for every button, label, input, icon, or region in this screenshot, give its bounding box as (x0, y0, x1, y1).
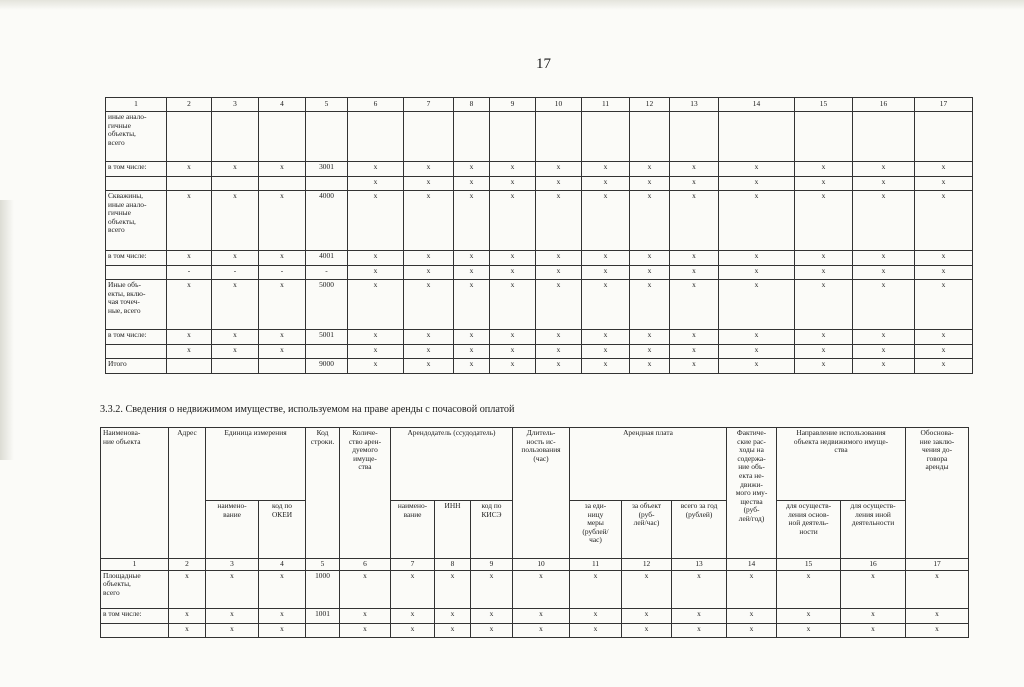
header-purpose: Направление использования объекта недвижимого имуще- ства (777, 428, 906, 501)
table-cell: x (582, 177, 630, 191)
table-cell: x (570, 623, 622, 637)
table-cell: - (306, 266, 348, 280)
table-cell: x (906, 623, 969, 637)
table-cell: x (340, 623, 391, 637)
table-cell: x (404, 251, 454, 266)
table-cell: x (795, 162, 853, 177)
header-actual-costs: Фактиче- ские рас- ходы на содержа- ние объ- екта не- движи- мого иму- щества (руб- лей/год) (727, 428, 777, 559)
table-cell: x (853, 251, 915, 266)
table-cell: x (513, 608, 570, 623)
table-cell (719, 112, 795, 162)
table-cell: x (853, 345, 915, 359)
header-lessor-name: наимено- вание (391, 501, 435, 559)
table-cell: x (206, 570, 259, 608)
table-cell (259, 112, 306, 162)
table-row (106, 112, 973, 162)
table-cell: x (454, 280, 490, 330)
scan-top-edge (0, 0, 1024, 10)
table-cell: x (536, 177, 582, 191)
table-cell (306, 345, 348, 359)
table-cell: x (795, 345, 853, 359)
table-cell: x (259, 162, 306, 177)
table-cell: x (582, 266, 630, 280)
table-cell: x (348, 177, 404, 191)
table-cell: x (169, 608, 206, 623)
table-cell: x (169, 623, 206, 637)
header-rent-object: за объект (руб- лей/час) (622, 501, 672, 559)
table-cell: x (915, 191, 973, 251)
page-number: 17 (536, 56, 551, 72)
header-purpose-main: для осуществ- ления основ- ной деятель- ности (777, 501, 841, 559)
table-cell: x (670, 177, 719, 191)
column-number: 9 (490, 98, 536, 112)
table-cell: 9000 (306, 359, 348, 374)
column-number: 9 (471, 559, 513, 571)
column-number: 2 (167, 98, 212, 112)
table-cell (454, 112, 490, 162)
header-unit: Единица измерения (206, 428, 306, 501)
column-number: 13 (672, 559, 727, 571)
table-cell: x (630, 162, 670, 177)
table-cell: x (404, 177, 454, 191)
table-cell: x (169, 570, 206, 608)
header-purpose-other: для осуществ- ления иной деятельности (841, 501, 906, 559)
row-label: иные анало- гичные объекты, всего (106, 112, 167, 162)
table-cell: x (348, 266, 404, 280)
header-address: Адрес (169, 428, 206, 559)
table-cell: x (212, 330, 259, 345)
table-cell: x (841, 570, 906, 608)
table-cell: - (259, 266, 306, 280)
table-row (106, 251, 973, 266)
table-cell: x (348, 191, 404, 251)
column-number: 1 (101, 559, 169, 571)
table-cell: x (513, 623, 570, 637)
scan-left-shadow (0, 200, 14, 460)
table-cell: x (471, 570, 513, 608)
table-row (106, 177, 973, 191)
table-cell: x (454, 177, 490, 191)
table-cell: x (672, 608, 727, 623)
table-cell: x (259, 330, 306, 345)
hourly-rent-table (100, 427, 969, 638)
table-cell: x (630, 251, 670, 266)
table-cell (259, 177, 306, 191)
table-cell: x (536, 191, 582, 251)
table-cell: x (404, 191, 454, 251)
table-cell: x (259, 608, 306, 623)
table-cell: x (670, 280, 719, 330)
table-cell: x (853, 359, 915, 374)
table-cell: 5001 (306, 330, 348, 345)
table-cell: x (582, 162, 630, 177)
header-quantity: Количе- ство арен- дуемого имуще- ства (340, 428, 391, 559)
table-cell: x (536, 251, 582, 266)
table-cell (167, 177, 212, 191)
table-cell: x (454, 359, 490, 374)
table-cell: x (471, 608, 513, 623)
table-cell: x (582, 345, 630, 359)
table-cell: x (853, 266, 915, 280)
table-cell: x (906, 570, 969, 608)
column-number: 4 (259, 559, 306, 571)
table-cell: x (719, 162, 795, 177)
table-cell: x (719, 266, 795, 280)
table-cell: x (795, 266, 853, 280)
table-cell: x (727, 623, 777, 637)
property-table-continued (105, 97, 973, 374)
column-number: 15 (777, 559, 841, 571)
table-row (106, 330, 973, 345)
table-cell: x (404, 266, 454, 280)
table-cell (670, 112, 719, 162)
column-number: 16 (853, 98, 915, 112)
table-cell: x (622, 608, 672, 623)
table-cell: x (915, 330, 973, 345)
header-duration: Длитель- ность ис- пользования (час) (513, 428, 570, 559)
table-cell: x (454, 162, 490, 177)
table-cell: 5000 (306, 280, 348, 330)
table-cell (915, 112, 973, 162)
column-number: 10 (513, 559, 570, 571)
table-cell: x (536, 330, 582, 345)
row-label: Иные объ- екты, вклю- чая точеч- ные, всего (106, 280, 167, 330)
table-cell: x (259, 345, 306, 359)
table-cell: x (167, 162, 212, 177)
section-title: 3.3.2. Сведения о недвижимом имуществе, используемом на праве аренды с почасовой оплатой (100, 404, 515, 415)
table-cell: x (212, 251, 259, 266)
table-row (106, 345, 973, 359)
table-cell: x (454, 251, 490, 266)
header-row-code: Код строки. (306, 428, 340, 559)
table-cell: x (795, 280, 853, 330)
table-cell: x (404, 359, 454, 374)
table-cell (212, 177, 259, 191)
table-cell: x (670, 251, 719, 266)
table-cell: x (206, 608, 259, 623)
table-cell (795, 112, 853, 162)
table-cell: x (454, 345, 490, 359)
table-cell: x (513, 570, 570, 608)
table-cell: x (536, 345, 582, 359)
table-row (106, 266, 973, 280)
table-cell: x (777, 608, 841, 623)
table-cell: x (212, 345, 259, 359)
table-cell: x (630, 177, 670, 191)
table-cell: x (454, 330, 490, 345)
table-cell: x (340, 608, 391, 623)
column-number: 5 (306, 559, 340, 571)
table-cell: x (536, 359, 582, 374)
row-label: Площадные объекты, всего (101, 570, 169, 608)
table-cell: x (719, 359, 795, 374)
table-cell: x (490, 191, 536, 251)
row-label: в том числе: (101, 608, 169, 623)
table-cell: x (404, 330, 454, 345)
column-number: 6 (340, 559, 391, 571)
column-number: 7 (391, 559, 435, 571)
table-cell: 4000 (306, 191, 348, 251)
table-cell: x (391, 608, 435, 623)
column-number: 11 (570, 559, 622, 571)
table-cell: x (167, 280, 212, 330)
column-number: 12 (622, 559, 672, 571)
table-cell: x (719, 251, 795, 266)
table-cell: x (719, 345, 795, 359)
table-cell: x (435, 570, 471, 608)
table-cell: x (490, 345, 536, 359)
table-cell: x (670, 359, 719, 374)
table-cell: x (259, 570, 306, 608)
column-number: 17 (906, 559, 969, 571)
table-cell: 3001 (306, 162, 348, 177)
table-cell: x (670, 330, 719, 345)
column-number-row (101, 559, 969, 571)
table-cell: x (340, 570, 391, 608)
row-label: в том числе: (106, 162, 167, 177)
table-cell: x (167, 345, 212, 359)
row-label (106, 177, 167, 191)
table-cell (306, 623, 340, 637)
table-cell: x (582, 359, 630, 374)
table-cell: x (906, 608, 969, 623)
table-cell: x (536, 162, 582, 177)
table-cell: x (719, 177, 795, 191)
table-cell: x (490, 266, 536, 280)
column-number: 5 (306, 98, 348, 112)
header-name: Наименова- ние объекта (101, 428, 169, 559)
table-cell: x (727, 608, 777, 623)
column-number: 6 (348, 98, 404, 112)
column-number: 8 (454, 98, 490, 112)
table-cell: x (167, 330, 212, 345)
table-cell: x (841, 623, 906, 637)
table-cell: x (915, 162, 973, 177)
table-cell: x (348, 345, 404, 359)
table-cell: x (915, 266, 973, 280)
table-cell: x (915, 359, 973, 374)
table-cell: - (212, 266, 259, 280)
table-cell: x (853, 330, 915, 345)
column-number: 15 (795, 98, 853, 112)
table-cell (167, 359, 212, 374)
table-cell: x (853, 162, 915, 177)
table-cell: x (391, 570, 435, 608)
table-cell: x (630, 330, 670, 345)
table-cell: x (536, 266, 582, 280)
table-cell (212, 359, 259, 374)
table-cell: x (719, 280, 795, 330)
table-cell: x (490, 177, 536, 191)
column-number: 1 (106, 98, 167, 112)
table-cell: x (582, 251, 630, 266)
column-number: 3 (206, 559, 259, 571)
table-cell: 1000 (306, 570, 340, 608)
table-cell (536, 112, 582, 162)
table-cell: x (777, 570, 841, 608)
table-row (106, 280, 973, 330)
table-cell: x (348, 330, 404, 345)
table-cell (306, 112, 348, 162)
header-lessor: Арендодатель (ссудодатель) (391, 428, 513, 501)
table-cell: x (536, 280, 582, 330)
column-number: 3 (212, 98, 259, 112)
table-cell: x (915, 345, 973, 359)
table-cell (212, 112, 259, 162)
table-cell: x (570, 608, 622, 623)
table-cell: x (570, 570, 622, 608)
table-cell: x (348, 251, 404, 266)
table-cell: x (212, 191, 259, 251)
row-label (106, 266, 167, 280)
header-unit-okei: код по ОКЕИ (259, 501, 306, 559)
table-cell: x (206, 623, 259, 637)
table-cell: x (404, 162, 454, 177)
column-number: 17 (915, 98, 973, 112)
table-cell: x (777, 623, 841, 637)
table-cell (490, 112, 536, 162)
column-number: 10 (536, 98, 582, 112)
table-cell: x (490, 280, 536, 330)
table-cell: - (167, 266, 212, 280)
table-cell: 1001 (306, 608, 340, 623)
column-number: 2 (169, 559, 206, 571)
table-cell: x (672, 623, 727, 637)
row-label: в том числе: (106, 251, 167, 266)
table-cell: x (167, 251, 212, 266)
row-label (101, 623, 169, 637)
table-row (101, 623, 969, 637)
table-cell: x (853, 177, 915, 191)
table-cell: x (719, 191, 795, 251)
column-number: 12 (630, 98, 670, 112)
table-cell: x (630, 266, 670, 280)
column-number: 7 (404, 98, 454, 112)
row-label: Скважины, иные анало- гичные объекты, всего (106, 191, 167, 251)
table-cell: x (454, 191, 490, 251)
table-cell: x (391, 623, 435, 637)
table-cell: x (719, 330, 795, 345)
table-cell: x (670, 191, 719, 251)
table-cell: x (670, 266, 719, 280)
table-cell: x (435, 623, 471, 637)
column-number: 13 (670, 98, 719, 112)
column-number: 11 (582, 98, 630, 112)
table-cell: x (435, 608, 471, 623)
header-lessor-inn: ИНН (435, 501, 471, 559)
table-cell: x (212, 280, 259, 330)
table-cell (853, 112, 915, 162)
column-number: 16 (841, 559, 906, 571)
table-cell: x (582, 280, 630, 330)
table-cell: x (490, 162, 536, 177)
column-number: 14 (719, 98, 795, 112)
table-cell: x (348, 280, 404, 330)
header-rent: Арендная плата (570, 428, 727, 501)
table-cell: x (259, 280, 306, 330)
table-cell: x (853, 280, 915, 330)
table-cell: x (167, 191, 212, 251)
table-cell: x (490, 251, 536, 266)
table-cell (306, 177, 348, 191)
table-cell: x (348, 162, 404, 177)
table-cell: x (348, 359, 404, 374)
table-cell: x (630, 359, 670, 374)
table-cell: x (915, 177, 973, 191)
header-basis: Обоснова- ние заклю- чения до- говора аренды (906, 428, 969, 559)
column-number-row (106, 98, 973, 112)
table-row (106, 359, 973, 374)
header-lessor-kise: код по КИСЭ (471, 501, 513, 559)
table-cell: x (582, 330, 630, 345)
table-cell: x (670, 162, 719, 177)
table-cell (348, 112, 404, 162)
row-label (106, 345, 167, 359)
table-row (106, 191, 973, 251)
table-cell: x (727, 570, 777, 608)
table-cell: x (622, 623, 672, 637)
table-cell: x (672, 570, 727, 608)
table-cell (404, 112, 454, 162)
table-cell (259, 359, 306, 374)
table-cell: x (915, 251, 973, 266)
row-label: в том числе: (106, 330, 167, 345)
header-unit-name: наимено- вание (206, 501, 259, 559)
column-number: 14 (727, 559, 777, 571)
table-cell (167, 112, 212, 162)
table-cell: x (259, 191, 306, 251)
column-number: 4 (259, 98, 306, 112)
header-rent-unit: за еди- ницу меры (рублей/ час) (570, 501, 622, 559)
table-cell: x (454, 266, 490, 280)
table-cell: x (795, 330, 853, 345)
table-cell: x (795, 359, 853, 374)
table-cell: x (853, 191, 915, 251)
table-cell: x (795, 251, 853, 266)
table-cell: x (259, 251, 306, 266)
table-cell: x (630, 191, 670, 251)
header-rent-year: всего за год (рублей) (672, 501, 727, 559)
table-cell: x (670, 345, 719, 359)
table-cell: x (630, 345, 670, 359)
table-cell: x (404, 280, 454, 330)
column-number: 8 (435, 559, 471, 571)
table-cell: x (471, 623, 513, 637)
table-row (106, 162, 973, 177)
row-label: Итого (106, 359, 167, 374)
table-cell: x (915, 280, 973, 330)
table-cell: x (841, 608, 906, 623)
table-cell: x (404, 345, 454, 359)
table-cell: x (582, 191, 630, 251)
table-cell: x (490, 330, 536, 345)
table-cell: x (630, 280, 670, 330)
table-cell: x (490, 359, 536, 374)
table-row (101, 608, 969, 623)
table-cell: x (795, 177, 853, 191)
table-cell: x (795, 191, 853, 251)
table-cell: 4001 (306, 251, 348, 266)
table-cell: x (622, 570, 672, 608)
table-cell (630, 112, 670, 162)
table-cell: x (259, 623, 306, 637)
table-cell (582, 112, 630, 162)
table-cell: x (212, 162, 259, 177)
table-row (101, 570, 969, 608)
